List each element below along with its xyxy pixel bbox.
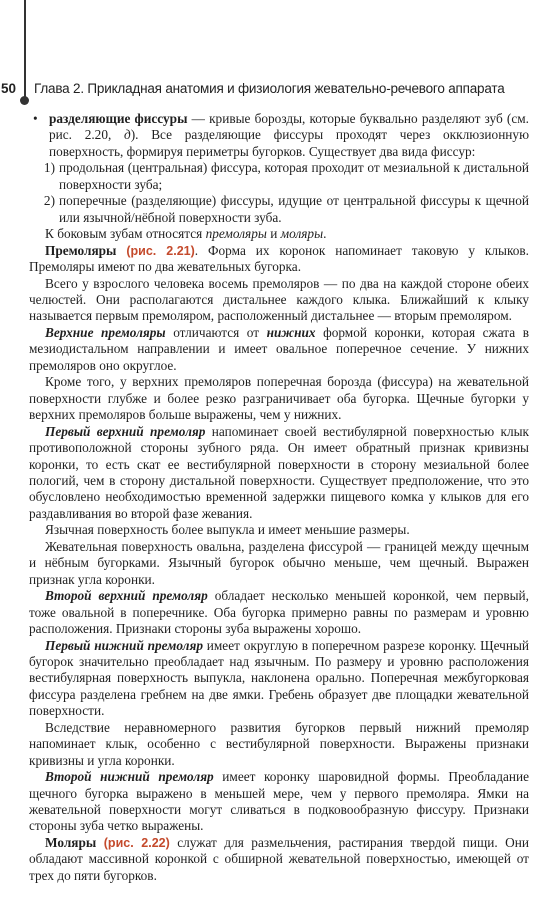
emphasis-premolars: премоляры [205,226,267,242]
figure-letter: д [124,127,131,143]
chapter-title: Глава 2. Прикладная анатомия и физиология жевательно-речевого аппарата [34,81,505,96]
term-second-upper-premolar: Второй верхний премоляр [45,588,208,604]
text-run: . [323,226,327,242]
term-first-lower-premolar: Первый нижний премоляр [45,637,203,653]
term-lower: нижних [266,324,316,340]
paragraph-second-lower-premolar [29,769,529,835]
paragraph: Вследствие неравномерного развития бугорков первый нижний премоляр напоминает клык, особенно с вестибулярной поверхности. Выражены признаки кривизны и угла коронки. [29,719,529,768]
list-item [29,193,529,226]
text-run: формой коронки, которая сжата в мезиодистальном направлении и имеет овальное поперечное сечение. У нижних премоляров оно округлое. [29,324,529,373]
running-header [0,79,533,99]
text-run: . Форма их коронок напоминает таковую у клыков. Премоляры имеют по два жевательных бугорка. [29,242,530,275]
paragraph: Язычная поверхность более выпукла и имеет меньшие размеры. [45,522,410,538]
paragraph-first-lower-premolar [29,638,529,720]
paragraph: Жевательная поверхность овальна, разделена фиссурой — границей между щечным и нёбным бугорками. Язычный бугорок обычно меньше, чем щечный. Выражен признак угла коронки. [29,538,529,587]
bullet-separating-fissures [29,111,529,160]
bullet-text-2: ). Все разделяющие фиссуры проходят через окклюзионную поверхность, формируя периметры бугорков. Существует два вида фиссур: [49,127,530,159]
paragraph-lateral-teeth [29,226,529,242]
text-run: напоминает своей вестибулярной поверхностью клык противоположной стороны зубного ряда. Он имеет обратный признак кривизны коронки, то есть скат ее вестибулярной поверхности в сторону мезиальной более пологий, чем в сторону дистальной поверхности. Существует предположение, что это обусловлено необходимостью временной задержки пищевого комка у клыков для его раздавливания во второй фазе жевания. [29,423,529,521]
body-text [29,111,529,884]
paragraph: Кроме того, у верхних премоляров поперечная борозда (фиссура) на жевательной поверхности глубже и более резко разграничивает оба бугорка. Щечные бугорки у верхних премоляров больше выражены, чем у нижних. [29,374,529,423]
list-number: 2) [43,193,55,209]
term-separating-fissures: разделяющие фиссуры [49,111,188,126]
bullet-text: — кривые борозды, которые буквально разделяют зуб (см. рис. 2.20, [49,111,529,143]
paragraph-upper-vs-lower [29,325,529,374]
list-number: 1) [43,160,55,176]
paragraph-molars [29,835,529,884]
text-run: отличаются от [165,324,267,340]
text-run: имеет коронку шаровидной формы. Преобладание щечного бугорка выражено в меньшей мере, чем у первого премоляра. Ямки на жевательной поверхности могут сливаться в подковообразную фиссуру. Признаки стороны зуба четко выражены. [29,769,529,834]
paragraph: Всего у взрослого человека восемь премоляров — по два на каждой стороне обеих челюстей. Они располагаются дистальнее каждого клыка. Ближайший к клыку называется первым премоляром, расположенный дистальнее — вторым премоляром. [29,275,529,324]
text-run: К боковым зубам относятся [45,226,206,242]
paragraph-second-upper-premolar [29,588,529,637]
list-item-text: продольная (центральная) фиссура, которая проходит от мезиальной к дистальной поверхности зуба; [59,160,529,192]
text-run: служат для размельчения, растирания твердой пищи. Они обладают массивной коронкой с обширной жевательной поверхностью, имеющей от трех до пяти бугорков. [29,834,530,883]
figure-reference[interactable]: (рис. 2.21) [126,243,195,258]
text-run: обладает несколько меньшей коронкой, чем первый, тоже овальной в поперечнике. Оба бугорка примерно равны по размерам и уровню расположения. Признаки стороны зуба выражены хорошо. [29,588,529,637]
term-first-upper-premolar: Первый верхний премоляр [45,423,206,439]
page-number: 50 [1,81,17,96]
section-title-premolars: Премоляры [45,242,117,258]
emphasis-molars: моляры [280,226,324,242]
text-run: и [266,226,281,242]
paragraph-premolars [29,243,529,276]
section-title-molars: Моляры [45,834,97,850]
list-item [29,160,529,193]
term-second-lower-premolar: Второй нижний премоляр [45,769,214,785]
paragraph-first-upper-premolar [29,424,529,523]
bullet-icon: • [33,111,38,126]
text-run: имеет округлую в поперечном разрезе коронку. Щечный бугорок значительно преобладает над язычным. По размеру и уровню расположения вестибулярная поверхность выпукла, наклонена орально. Поперечная межбугорковая фиссура разделена гребнем на две ямки. Гребень образует две площадки жевательной поверхности. [29,637,529,719]
figure-reference[interactable]: (рис. 2.22) [103,835,170,850]
list-item-text: поперечные (разделяющие) фиссуры, идущие от центральной фиссуры к щечной или язычной/нёбной поверхности зуба. [59,193,529,225]
term-upper-premolars: Верхние премоляры [45,324,166,340]
